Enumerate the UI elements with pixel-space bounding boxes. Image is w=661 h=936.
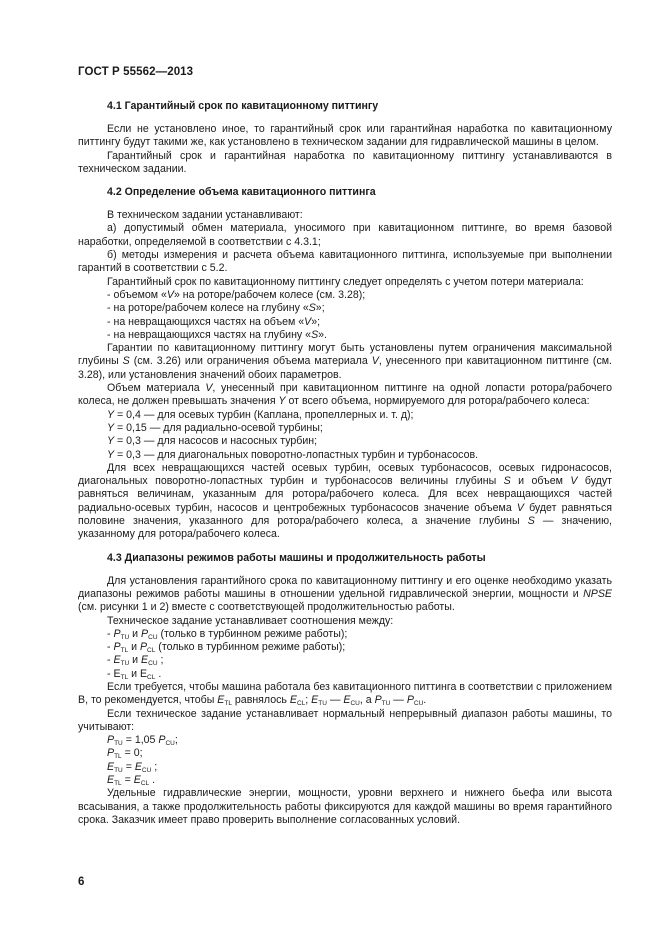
formula-line: $P_{TL} = 0$; [107,747,143,761]
paragraph: Если не установлено иное, то гарантийный срок или гарантийная наработка по кавитационному питтингу будут такими же, как установлено в техническом задании для гидравлической машины в целом. [78,123,612,149]
bullet-item: - $P_{TL}$ и $P_{CL}$ (только в турбинном режиме работы); [107,641,346,655]
bullet-item: - объемом «V» на роторе/рабочем колесе (см. 3.28); [107,288,366,301]
list-item: б) методы измерения и расчета объема кавитационного питтинга, используемые при выполнении гарантий в соответствии с 5.2. [78,249,612,275]
bullet-item: - $E_{TL}$ и $E_{CL}$ . [107,667,162,681]
section-4-1-heading: 4.1 Гарантийный срок по кавитационному питтингу [107,100,379,112]
page-body [78,90,612,827]
section-4-2-heading: 4.2 Определение объема кавитационного питтинга [107,186,376,199]
paragraph: Удельные гидравлические энергии, мощности, уровни верхнего и нижнего бьефа или высота всасывания, а также продолжительность работы фиксируются для каждой машины во время гарантийного срока. Заказчик имеет право проверить выполнение согласованных условий. [78,787,612,826]
paragraph: Если техническое задание устанавливает нормальный непрерывный диапазон работы машины, то учитывают: [78,707,612,733]
section-4-3-heading: 4.3 Диапазоны режимов работы машины и продолжительность работы [107,551,486,564]
bullet-item: - $E_{TU}$ и $E_{CU}$ ; [107,654,164,668]
paragraph: Для всех невращающихся частей осевых турбин, осевых турбонасосов, осевых гидронасосов, диагональных поворотно-лопастных турбин и турбонасосов величины глубины S и объем V будут равняться величинам, указанным для ротора/рабочего колеса. Для всех невращающихся частей радиально-осевых турбин, насосов и центробежных турбонасосов значение объема V будет равняться половине значения, указанного для ротора/рабочего колеса, а значение глубины S — значению, указанному для ротора/рабочего колеса. [78,461,612,541]
formula-line: $E_{TU} = E_{CU}$ ; [107,760,158,774]
bullet-item: - $P_{TU}$ и $P_{CU}$ (только в турбинном режиме работы); [107,627,348,641]
paragraph: Если требуется, чтобы машина работала без кавитационного питтинга в соответствии с приложением В, то рекомендуется, чтобы $E_{TL}$ равнялось $E_{CL}$; $E_{TU}$ — $E_{CU}$, а $P_{TU}$ — $P_{CU}$. [78,680,612,708]
bullet-item: - на невращающихся частях на глубину «S». [107,328,327,341]
paragraph: Техническое задание устанавливает соотношения между: [107,614,394,627]
formula-line: Y = 0,3 — для насосов и насосных турбин; [107,435,318,448]
paragraph: Для установления гарантийного срока по кавитационному питтингу и его оценке необходимо указать диапазоны режимов работы машины в отношении удельной гидравлической энергии, мощности и NPSE (см. рисунки 1 и 2) вместе с соответствующей продолжительностью работы. [78,574,612,614]
paragraph: В техническом задании устанавливают: [107,209,303,222]
page-number: 6 [78,876,85,888]
formula-line: $P_{TU} = 1,05$ $P_{CU}$; [107,734,178,748]
bullet-item: - на роторе/рабочем колесе на глубину «S»; [107,302,325,315]
paragraph: Объем материала V, унесенный при кавитационном питтинге на одной лопасти ротора/рабочего колеса, не должен превышать значения Y от всего объема, нормируемого для ротора/рабочего колеса: [78,382,612,408]
bullet-item: - на невращающихся частях на объем «V»; [107,315,321,328]
paragraph: Гарантии по кавитационному питтингу могут быть установлены путем ограничения максимальной глубины S (см. 3.26) или ограничения объема материала V, унесенного при кавитационном питтинге (см. 3.28), или установления значений обоих параметров. [78,342,612,381]
paragraph: Гарантийный срок по кавитационному питтингу следует определять с учетом потери материала: [107,275,584,288]
formula-line: Y = 0,3 — для диагональных поворотно-лопастных турбин и турбонасосов. [107,448,479,461]
paragraph: Гарантийный срок и гарантийная наработка по кавитационному питтингу устанавливаются в техническом задании. [78,149,612,175]
formula-line: Y = 0,15 — для радиально-осевой турбины; [107,421,323,434]
document-id: ГОСТ Р 55562—2013 [78,66,194,78]
formula-line: Y = 0,4 — для осевых турбин (Каплана, пропеллерных и. т. д); [107,408,414,421]
formula-line: $E_{TL} = E_{CL}$ . [107,774,156,788]
list-item: а) допустимый обмен материала, уносимого при кавитационном питтинге, во время базовой наработки, определяемой в соответствии с 4.3.1; [78,222,612,248]
